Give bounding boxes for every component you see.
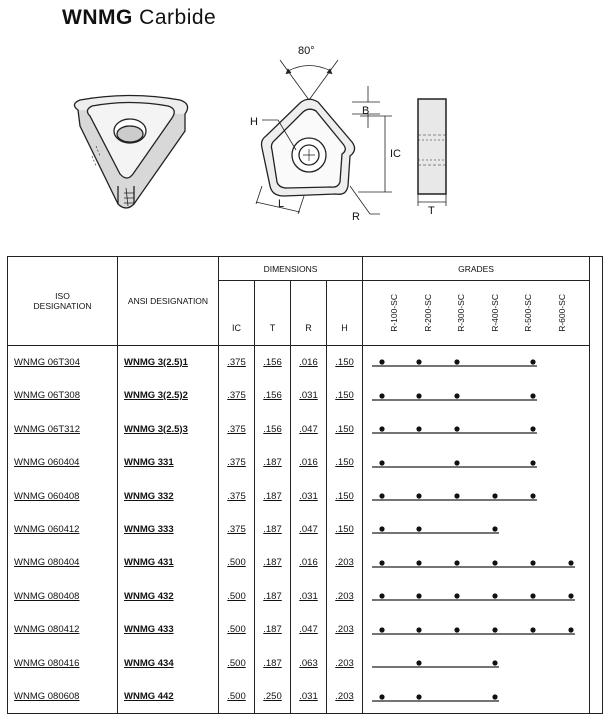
grade-markers — [363, 381, 590, 411]
grades-cell — [363, 680, 590, 713]
dim-h: .150 — [335, 490, 354, 502]
dim-ic: .375 — [227, 490, 246, 502]
iso-designation: WNMG 060412 — [14, 523, 80, 535]
ansi-designation-cell — [118, 412, 219, 445]
grade-dot-r-100-sc — [379, 360, 384, 365]
dim-h-cell — [327, 580, 363, 613]
grade-col-r600: R-600-SC — [557, 294, 568, 332]
dim-t: .187 — [263, 457, 282, 469]
dim-t-cell — [255, 379, 291, 412]
grades-cell — [363, 647, 590, 680]
grade-dot-r-200-sc — [416, 560, 421, 565]
grade-col-r200: R-200-SC — [422, 294, 433, 332]
grade-dot-r-300-sc — [454, 594, 459, 599]
dimensions-header: DIMENSIONS — [263, 263, 318, 274]
grade-markers — [363, 448, 590, 478]
iso-designation-cell — [8, 513, 118, 546]
dim-ic-cell — [219, 580, 255, 613]
ansi-header: ANSI DESIGNATION — [127, 296, 209, 306]
page-title — [62, 6, 216, 30]
insert-drawings — [0, 36, 613, 246]
angle-label: 80° — [298, 45, 315, 57]
grade-markers — [363, 682, 590, 712]
dim-ic-cell — [219, 412, 255, 445]
grade-col-r500: R-500-SC — [523, 294, 534, 332]
insert-3d-view — [74, 96, 187, 209]
grade-dot-r-500-sc — [530, 493, 535, 498]
grade-col-r400: R-400-SC — [489, 294, 500, 332]
table-row — [8, 412, 590, 445]
grade-markers — [363, 548, 590, 578]
grades-cell — [363, 479, 590, 512]
iso-designation: WNMG 06T308 — [14, 390, 80, 402]
dim-t: .250 — [263, 691, 282, 703]
dim-ic: .375 — [227, 390, 246, 402]
iso-designation: WNMG 06T312 — [14, 423, 80, 435]
dim-ic: .375 — [227, 423, 246, 435]
iso-designation-cell — [8, 479, 118, 512]
dim-t-cell — [255, 647, 291, 680]
dim-ic: .500 — [227, 657, 246, 669]
dim-h: .150 — [335, 390, 354, 402]
grade-dot-r-400-sc — [492, 594, 497, 599]
dimensions-header-cell — [219, 257, 363, 281]
dim-t: .156 — [263, 356, 282, 368]
dim-h: .150 — [335, 523, 354, 535]
dim-r: .063 — [299, 657, 318, 669]
dim-r-cell — [291, 412, 327, 445]
grade-dot-r-500-sc — [530, 594, 535, 599]
dim-t: .156 — [263, 390, 282, 402]
grade-dot-r-500-sc — [530, 627, 535, 632]
dim-t-cell — [255, 479, 291, 512]
grades-cell — [363, 580, 590, 613]
dim-col-ic-label: IC — [232, 323, 241, 333]
dim-ic: .500 — [227, 590, 246, 602]
grade-dot-r-400-sc — [492, 661, 497, 666]
l-label: L — [278, 198, 285, 210]
t-label: T — [428, 205, 435, 217]
dim-r-cell — [291, 647, 327, 680]
dim-h: .150 — [335, 457, 354, 469]
grade-markers — [363, 648, 590, 678]
grade-dot-r-100-sc — [379, 393, 384, 398]
dim-h: .203 — [335, 624, 354, 636]
dim-t: .187 — [263, 590, 282, 602]
dim-h-cell — [327, 346, 363, 379]
table-row — [8, 613, 590, 646]
grade-dot-r-400-sc — [492, 527, 497, 532]
dim-col-h — [327, 281, 363, 346]
grade-dot-r-200-sc — [416, 393, 421, 398]
dim-r-cell — [291, 446, 327, 479]
dim-t: .156 — [263, 423, 282, 435]
table-row — [8, 680, 590, 713]
grade-markers — [363, 481, 590, 511]
spec-table — [7, 256, 590, 714]
iso-designation: WNMG 080608 — [14, 691, 80, 703]
dim-h-cell — [327, 613, 363, 646]
dim-ic: .500 — [227, 557, 246, 569]
dim-col-ic — [219, 281, 255, 346]
grades-cell — [363, 513, 590, 546]
grade-cols-cell — [363, 281, 590, 346]
grades-cell — [363, 546, 590, 579]
grade-dot-r-300-sc — [454, 560, 459, 565]
table-row — [8, 346, 590, 379]
dim-ic-cell — [219, 379, 255, 412]
grade-dot-r-200-sc — [416, 360, 421, 365]
grade-dot-r-100-sc — [379, 594, 384, 599]
grade-dot-r-100-sc — [379, 427, 384, 432]
table-right-edge — [589, 256, 603, 714]
grade-dot-r-100-sc — [379, 694, 384, 699]
grade-dot-r-200-sc — [416, 627, 421, 632]
table-row — [8, 513, 590, 546]
dim-t-cell — [255, 580, 291, 613]
dim-t: .187 — [263, 624, 282, 636]
ansi-designation-cell — [118, 446, 219, 479]
grade-markers — [363, 347, 590, 377]
dim-h: .203 — [335, 657, 354, 669]
grades-cell — [363, 346, 590, 379]
table-row — [8, 446, 590, 479]
grade-dot-r-200-sc — [416, 594, 421, 599]
grade-dot-r-100-sc — [379, 460, 384, 465]
iso-designation-cell — [8, 546, 118, 579]
grades-cell — [363, 379, 590, 412]
grade-dot-r-100-sc — [379, 627, 384, 632]
ic-label: IC — [390, 148, 401, 160]
dim-ic-cell — [219, 680, 255, 713]
title-light: Carbide — [139, 6, 217, 29]
table-row — [8, 580, 590, 613]
grade-dot-r-400-sc — [492, 560, 497, 565]
ansi-designation: WNMG 331 — [124, 457, 174, 469]
dim-t-cell — [255, 680, 291, 713]
dim-t-cell — [255, 546, 291, 579]
grade-dot-r-300-sc — [454, 360, 459, 365]
grade-dot-r-300-sc — [454, 427, 459, 432]
dim-r: .031 — [299, 590, 318, 602]
dim-r-cell — [291, 546, 327, 579]
ansi-designation: WNMG 432 — [124, 590, 174, 602]
r-label: R — [352, 211, 360, 223]
dim-col-t — [255, 281, 291, 346]
grade-dot-r-100-sc — [379, 560, 384, 565]
grade-dot-r-100-sc — [379, 527, 384, 532]
dim-r: .047 — [299, 423, 318, 435]
iso-designation-cell — [8, 346, 118, 379]
dim-t-cell — [255, 446, 291, 479]
dim-h-cell — [327, 379, 363, 412]
dim-h-cell — [327, 446, 363, 479]
dim-r-cell — [291, 346, 327, 379]
dim-h-cell — [327, 412, 363, 445]
ansi-designation-cell — [118, 546, 219, 579]
iso-designation-cell — [8, 647, 118, 680]
dim-r: .031 — [299, 390, 318, 402]
table-row — [8, 647, 590, 680]
iso-header: ISO DESIGNATION — [33, 291, 92, 311]
ansi-designation-cell — [118, 346, 219, 379]
grade-dot-r-600-sc — [568, 560, 573, 565]
grade-dot-r-200-sc — [416, 493, 421, 498]
dim-h-cell — [327, 647, 363, 680]
ansi-header-cell — [118, 257, 219, 346]
grade-dot-r-200-sc — [416, 694, 421, 699]
dim-r: .031 — [299, 490, 318, 502]
grade-dot-r-500-sc — [530, 393, 535, 398]
dim-t: .187 — [263, 557, 282, 569]
iso-designation: WNMG 060408 — [14, 490, 80, 502]
grade-dot-r-100-sc — [379, 493, 384, 498]
iso-designation-cell — [8, 613, 118, 646]
dim-r-cell — [291, 680, 327, 713]
grade-dot-r-400-sc — [492, 627, 497, 632]
ansi-designation: WNMG 434 — [124, 657, 174, 669]
grade-markers — [363, 414, 590, 444]
grade-dot-r-500-sc — [530, 460, 535, 465]
dim-t-cell — [255, 513, 291, 546]
iso-designation: WNMG 080416 — [14, 657, 80, 669]
iso-header-cell — [8, 257, 118, 346]
table-body — [8, 346, 590, 714]
ansi-designation-cell — [118, 613, 219, 646]
ansi-designation: WNMG 433 — [124, 624, 174, 636]
grade-markers — [363, 615, 590, 645]
dim-h-cell — [327, 479, 363, 512]
dim-ic-cell — [219, 446, 255, 479]
ansi-designation: WNMG 3(2.5)1 — [124, 356, 188, 368]
grades-cell — [363, 613, 590, 646]
grade-dot-r-200-sc — [416, 427, 421, 432]
grade-dot-r-600-sc — [568, 627, 573, 632]
dim-r-cell — [291, 513, 327, 546]
grades-cell — [363, 446, 590, 479]
grades-header: GRADES — [458, 263, 494, 274]
dim-r: .016 — [299, 557, 318, 569]
dim-ic-cell — [219, 613, 255, 646]
dim-h: .150 — [335, 356, 354, 368]
grade-dot-r-300-sc — [454, 627, 459, 632]
dim-t-cell — [255, 613, 291, 646]
grade-dot-r-300-sc — [454, 460, 459, 465]
ansi-designation-cell — [118, 513, 219, 546]
dim-ic: .375 — [227, 356, 246, 368]
dim-r: .047 — [299, 624, 318, 636]
iso-designation: WNMG 080404 — [14, 557, 80, 569]
grade-dot-r-500-sc — [530, 560, 535, 565]
iso-designation: WNMG 060404 — [14, 457, 80, 469]
dim-r: .016 — [299, 457, 318, 469]
iso-designation: WNMG 080408 — [14, 590, 80, 602]
insert-side-view — [418, 99, 446, 206]
title-bold: WNMG — [62, 6, 133, 29]
dim-ic-cell — [219, 546, 255, 579]
dim-r-cell — [291, 379, 327, 412]
dim-ic: .500 — [227, 624, 246, 636]
dim-ic: .500 — [227, 691, 246, 703]
dim-h-cell — [327, 546, 363, 579]
dim-t: .187 — [263, 523, 282, 535]
dim-h: .203 — [335, 691, 354, 703]
grade-markers — [363, 581, 590, 611]
dim-ic: .375 — [227, 523, 246, 535]
dim-t-cell — [255, 346, 291, 379]
dim-r-cell — [291, 580, 327, 613]
dim-h-cell — [327, 513, 363, 546]
ansi-designation: WNMG 442 — [124, 691, 174, 703]
grade-col-r300: R-300-SC — [456, 294, 467, 332]
iso-designation-cell — [8, 580, 118, 613]
ansi-designation: WNMG 333 — [124, 523, 174, 535]
dim-h: .203 — [335, 590, 354, 602]
ansi-designation: WNMG 332 — [124, 490, 174, 502]
dim-h-cell — [327, 680, 363, 713]
ansi-designation: WNMG 431 — [124, 557, 174, 569]
grade-dot-r-200-sc — [416, 661, 421, 666]
ansi-designation-cell — [118, 379, 219, 412]
dim-col-r — [291, 281, 327, 346]
iso-designation-cell — [8, 412, 118, 445]
ansi-designation-cell — [118, 647, 219, 680]
dim-t: .187 — [263, 657, 282, 669]
dim-ic-cell — [219, 647, 255, 680]
grade-dot-r-300-sc — [454, 393, 459, 398]
grade-dot-r-400-sc — [492, 694, 497, 699]
dim-r-cell — [291, 613, 327, 646]
dim-r: .031 — [299, 691, 318, 703]
table-row — [8, 479, 590, 512]
iso-designation-cell — [8, 680, 118, 713]
table-row — [8, 379, 590, 412]
iso-designation-cell — [8, 446, 118, 479]
dim-h: .150 — [335, 423, 354, 435]
grade-dot-r-500-sc — [530, 360, 535, 365]
grade-col-r100: R-100-SC — [388, 294, 399, 332]
iso-designation: WNMG 06T304 — [14, 356, 80, 368]
dim-ic: .375 — [227, 457, 246, 469]
ansi-designation-cell — [118, 680, 219, 713]
ansi-designation: WNMG 3(2.5)2 — [124, 390, 188, 402]
iso-designation: WNMG 080412 — [14, 624, 80, 636]
dim-ic-cell — [219, 346, 255, 379]
ansi-designation-cell — [118, 479, 219, 512]
insert-top-view — [256, 60, 392, 214]
dim-col-r-label: R — [305, 323, 312, 333]
dim-h: .203 — [335, 557, 354, 569]
b-label: B — [362, 105, 370, 117]
h-label: H — [250, 116, 258, 128]
grade-dot-r-600-sc — [568, 594, 573, 599]
grade-dot-r-500-sc — [530, 427, 535, 432]
dim-ic-cell — [219, 479, 255, 512]
iso-designation-cell — [8, 379, 118, 412]
dim-col-t-label: T — [269, 323, 276, 333]
dim-col-h-label: H — [341, 323, 348, 333]
dim-t-cell — [255, 412, 291, 445]
grades-cell — [363, 412, 590, 445]
ansi-designation-cell — [118, 580, 219, 613]
grade-dot-r-200-sc — [416, 527, 421, 532]
dim-r: .047 — [299, 523, 318, 535]
grade-dot-r-400-sc — [492, 493, 497, 498]
table-row — [8, 546, 590, 579]
dim-ic-cell — [219, 513, 255, 546]
dim-r: .016 — [299, 356, 318, 368]
grades-header-cell — [363, 257, 590, 281]
grade-dot-r-300-sc — [454, 493, 459, 498]
ansi-designation: WNMG 3(2.5)3 — [124, 423, 188, 435]
grade-markers — [363, 514, 590, 544]
dim-t: .187 — [263, 490, 282, 502]
dim-r-cell — [291, 479, 327, 512]
